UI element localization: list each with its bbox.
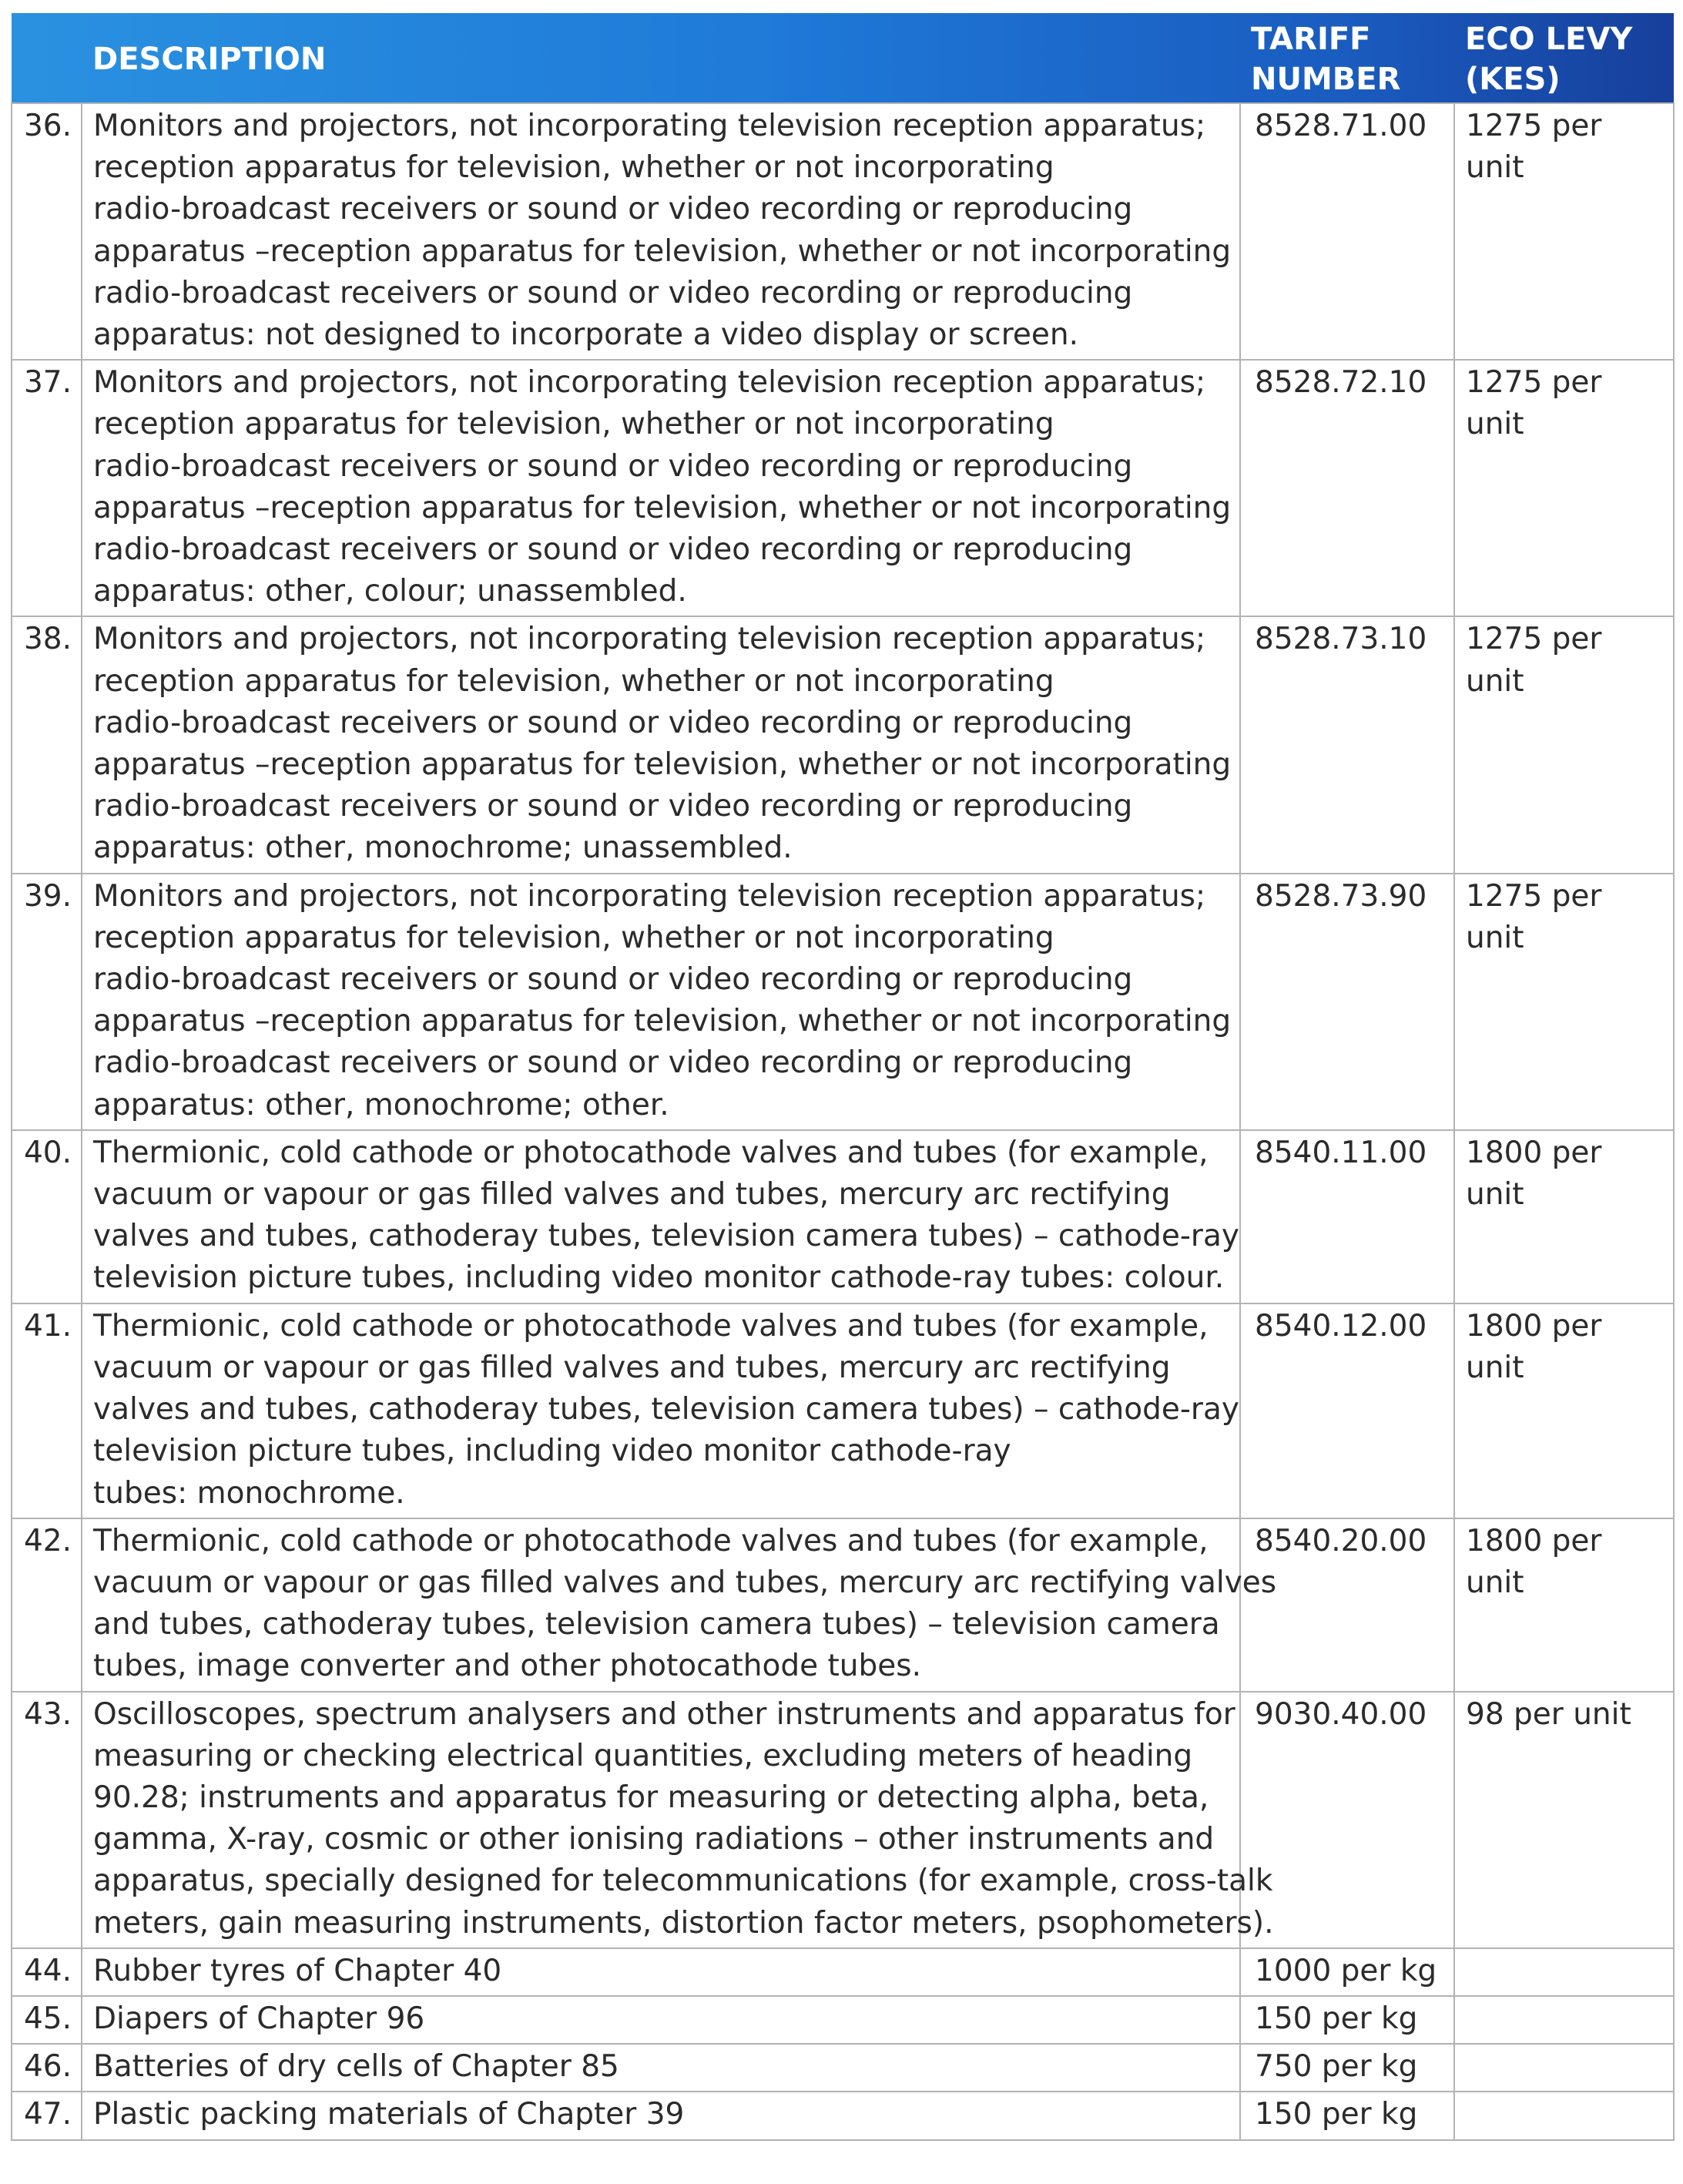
table-header-row xyxy=(12,13,1674,103)
description-line: vacuum or vapour or gas filled valves and tubes, mercury arc rectifying xyxy=(93,1350,1171,1385)
description-line: radio-broadcast receivers or sound or video recording or reproducing xyxy=(93,532,1133,568)
row-tariff-number: 150 per kg xyxy=(1240,2092,1454,2139)
table-row xyxy=(12,360,1674,616)
row-description xyxy=(82,1948,1240,1996)
row-eco-levy xyxy=(1454,1996,1674,2044)
description-line: apparatus –reception apparatus for television, whether or not incorporating xyxy=(93,747,1232,783)
row-tariff-number: 750 per kg xyxy=(1240,2044,1454,2092)
row-description xyxy=(82,103,1240,360)
row-eco-levy: 1275 per unit xyxy=(1454,874,1674,1130)
row-description xyxy=(82,1692,1274,1948)
header-tariff-line2: NUMBER xyxy=(1251,62,1401,97)
description-line: Oscilloscopes, spectrum analysers and other instruments and apparatus for xyxy=(93,1696,1235,1732)
description-line: reception apparatus for television, whether or not incorporating xyxy=(93,407,1054,442)
description-line: and tubes, cathoderay tubes, television camera tubes) – television camera xyxy=(93,1607,1220,1642)
description-line: apparatus –reception apparatus for television, whether or not incorporating xyxy=(93,1004,1232,1039)
header-tariff-number xyxy=(1240,13,1454,103)
row-number: 36. xyxy=(12,103,82,360)
row-tariff-number: 8540.12.00 xyxy=(1240,1303,1454,1518)
description-line: television picture tubes, including video monitor cathode-ray xyxy=(93,1434,1011,1469)
row-eco-levy: 1800 per unit xyxy=(1454,1130,1674,1303)
description-line: valves and tubes, cathoderay tubes, television camera tubes) – cathode-ray xyxy=(93,1219,1239,1254)
row-description xyxy=(82,616,1240,873)
row-description xyxy=(82,1303,1240,1518)
row-number: 41. xyxy=(12,1303,82,1518)
row-description xyxy=(82,874,1240,1130)
row-tariff-number: 1000 per kg xyxy=(1240,1948,1454,1996)
table-row xyxy=(12,2044,1674,2092)
description-line: Thermionic, cold cathode or photocathode valves and tubes (for example, xyxy=(93,1308,1209,1344)
table-row xyxy=(12,1996,1674,2044)
header-levy-line2: (KES) xyxy=(1465,62,1561,97)
header-number-cell xyxy=(12,13,82,103)
table-row xyxy=(12,2092,1674,2139)
row-eco-levy: 1275 per unit xyxy=(1454,103,1674,360)
description-line: radio-broadcast receivers or sound or video recording or reproducing xyxy=(93,275,1133,310)
row-number: 44. xyxy=(12,1948,82,1996)
description-line: radio-broadcast receivers or sound or video recording or reproducing xyxy=(93,789,1133,824)
row-tariff-number: 8528.73.10 xyxy=(1240,616,1454,873)
description-line: Monitors and projectors, not incorporating television reception apparatus; xyxy=(93,878,1206,914)
description-line: Monitors and projectors, not incorporating television reception apparatus; xyxy=(93,365,1206,401)
row-tariff-number: 150 per kg xyxy=(1240,1996,1454,2044)
description-line: valves and tubes, cathoderay tubes, television camera tubes) – cathode-ray xyxy=(93,1392,1239,1427)
table-row xyxy=(12,874,1674,1130)
description-line: measuring or checking electrical quantities, excluding meters of heading xyxy=(93,1738,1193,1773)
description-line: television picture tubes, including video monitor cathode-ray tubes: colour. xyxy=(93,1260,1225,1296)
description-line: reception apparatus for television, whether or not incorporating xyxy=(93,150,1054,186)
table-row xyxy=(12,1130,1674,1303)
description-line: Thermionic, cold cathode or photocathode valves and tubes (for example, xyxy=(93,1523,1209,1558)
description-line: radio-broadcast receivers or sound or video recording or reproducing xyxy=(93,705,1133,740)
row-number: 38. xyxy=(12,616,82,873)
row-eco-levy: 1800 per unit xyxy=(1454,1303,1674,1518)
row-description xyxy=(82,1130,1240,1303)
description-line: 90.28; instruments and apparatus for measuring or detecting alpha, beta, xyxy=(93,1780,1209,1815)
row-eco-levy xyxy=(1454,1948,1674,1996)
header-description: DESCRIPTION xyxy=(92,42,327,77)
description-line: reception apparatus for television, whether or not incorporating xyxy=(93,663,1054,699)
row-number: 46. xyxy=(12,2044,82,2092)
header-tariff-line1: TARIFF xyxy=(1251,22,1371,57)
row-tariff-number: 8528.73.90 xyxy=(1240,874,1454,1130)
row-number: 40. xyxy=(12,1130,82,1303)
description-line: tubes, image converter and other photocathode tubes. xyxy=(93,1649,921,1684)
description-line: Rubber tyres of Chapter 40 xyxy=(93,1953,502,1988)
description-line: apparatus: other, monochrome; other. xyxy=(93,1087,669,1122)
row-description xyxy=(82,2044,1240,2092)
row-number: 45. xyxy=(12,1996,82,2044)
description-line: radio-broadcast receivers or sound or video recording or reproducing xyxy=(93,962,1133,998)
description-line: radio-broadcast receivers or sound or video recording or reproducing xyxy=(93,1045,1133,1081)
description-line: radio-broadcast receivers or sound or video recording or reproducing xyxy=(93,192,1133,227)
row-number: 39. xyxy=(12,874,82,1130)
table-body xyxy=(12,103,1674,2140)
row-number: 43. xyxy=(12,1692,82,1948)
table-row xyxy=(12,1948,1674,1996)
header-eco-levy xyxy=(1454,13,1674,103)
description-line: apparatus –reception apparatus for television, whether or not incorporating xyxy=(93,490,1232,525)
table-row xyxy=(12,1303,1674,1518)
row-eco-levy xyxy=(1454,2092,1674,2139)
description-line: apparatus: other, monochrome; unassembled. xyxy=(93,830,793,866)
row-number: 47. xyxy=(12,2092,82,2139)
row-eco-levy: 1800 per unit xyxy=(1454,1518,1674,1692)
description-line: tubes: monochrome. xyxy=(93,1475,405,1511)
description-line: vacuum or vapour or gas filled valves and tubes, mercury arc rectifying valves xyxy=(93,1565,1277,1600)
table-row xyxy=(12,103,1674,360)
row-eco-levy: 1275 per unit xyxy=(1454,616,1674,873)
description-line: Batteries of dry cells of Chapter 85 xyxy=(93,2049,619,2085)
eco-levy-table xyxy=(11,13,1675,2141)
description-line: Thermionic, cold cathode or photocathode valves and tubes (for example, xyxy=(93,1135,1209,1170)
row-description xyxy=(82,1996,1240,2044)
description-line: vacuum or vapour or gas filled valves and tubes, mercury arc rectifying xyxy=(93,1177,1171,1213)
description-line: reception apparatus for television, whether or not incorporating xyxy=(93,920,1054,955)
description-line: meters, gain measuring instruments, distortion factor meters, psophometers). xyxy=(93,1905,1274,1941)
row-description xyxy=(82,360,1240,616)
row-description xyxy=(82,2092,1240,2139)
row-eco-levy xyxy=(1454,2044,1674,2092)
row-tariff-number: 8540.20.00 xyxy=(1240,1518,1454,1692)
description-line: apparatus: not designed to incorporate a video display or screen. xyxy=(93,317,1079,353)
description-line: apparatus, specially designed for telecommunications (for example, cross-talk xyxy=(93,1864,1273,1899)
row-tariff-number: 9030.40.00 xyxy=(1240,1692,1454,1948)
table-row xyxy=(12,1692,1674,1948)
row-tariff-number: 8528.72.10 xyxy=(1240,360,1454,616)
row-tariff-number: 8528.71.00 xyxy=(1240,103,1454,360)
row-eco-levy: 1275 per unit xyxy=(1454,360,1674,616)
row-eco-levy: 98 per unit xyxy=(1454,1692,1674,1948)
description-line: Monitors and projectors, not incorporating television reception apparatus; xyxy=(93,109,1206,143)
row-tariff-number: 8540.11.00 xyxy=(1240,1130,1454,1303)
table-row xyxy=(12,616,1674,873)
description-line: Monitors and projectors, not incorporating television reception apparatus; xyxy=(93,622,1206,657)
description-line: Diapers of Chapter 96 xyxy=(93,2001,425,2036)
row-description xyxy=(82,1518,1277,1692)
header-levy-line1: ECO LEVY xyxy=(1465,22,1633,57)
row-number: 37. xyxy=(12,360,82,616)
description-line: apparatus: other, colour; unassembled. xyxy=(93,574,687,609)
description-line: apparatus –reception apparatus for television, whether or not incorporating xyxy=(93,233,1232,269)
description-line: Plastic packing materials of Chapter 39 xyxy=(93,2097,685,2132)
description-line: radio-broadcast receivers or sound or video recording or reproducing xyxy=(93,448,1133,484)
table-row xyxy=(12,1518,1674,1692)
row-number: 42. xyxy=(12,1518,82,1692)
description-line: gamma, X-ray, cosmic or other ionising radiations – other instruments and xyxy=(93,1822,1215,1857)
